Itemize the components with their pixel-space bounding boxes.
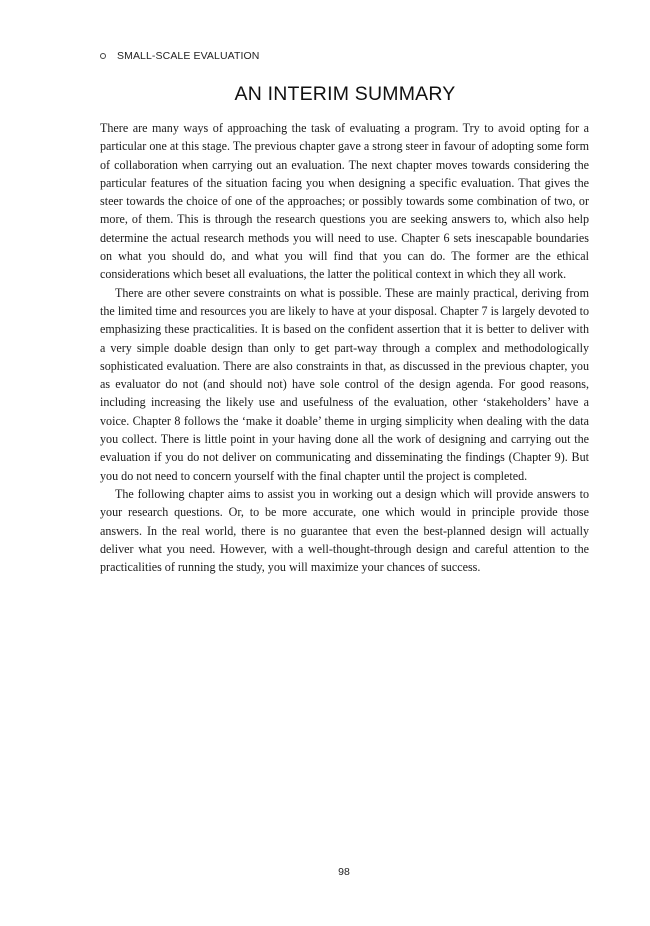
section-title: AN INTERIM SUMMARY [234,83,456,105]
paragraph-2: There are other severe constraints on what is possible. These are mainly practical, deriving from the limited time and resources you are likely to have at your disposal. Chapter 7 is largely devoted to emphasizing these practicalities. It is based on the confident assertion that it is better to deliver with a very simple doable design than only to get part-way through a complex and methodologically sophisticated evaluation. There are also constraints in that, as discussed in the previous chapter, you as evaluator do not (and should not) have sole control of the design agenda. For good reasons, including increasing the likely use and usefulness of the evaluation, other ‘stakeholders’ have a voice. Chapter 8 follows the ‘make it doable’ theme in urging simplicity when dealing with the data you collect. There is little point in your having done all the work of designing and carrying out the evaluation if you do not deliver on communicating and disseminating the findings (Chapter 9). But you do not need to concern yourself with the final chapter until the project is completed. [100,285,589,483]
body-text [100,119,589,576]
running-head-text: SMALL-SCALE EVALUATION [117,50,260,62]
paragraph-1: There are many ways of approaching the task of evaluating a program. Try to avoid opting for a particular one at this stage. The previous chapter gave a strong steer in favour of adopting some form of collaboration when carrying out an evaluation. The next chapter moves towards considering the particular features of the situation facing you when designing a specific evaluation. That gives the steer towards the choice of one of the approaches; or possibly towards some combination of two, or more, of them. This is through the research questions you are seeking answers to, which also help determine the actual research methods you will need to use. Chapter 6 sets inescapable boundaries on what you should do, and what you will find that you can do. The former are the ethical considerations which beset all evaluations, the latter the political context in which they all work. [100,121,589,282]
paragraph-3: The following chapter aims to assist you in working out a design which will provide answers to your research questions. Or, to be more accurate, one which would in principle provide those answers. In the real world, there is no guarantee that even the best-planned design will actually deliver what you need. However, with a well-thought-through design and careful attention to the practicalities of running the study, you will maximize your chances of success. [100,486,589,575]
page-number: 98 [338,866,350,878]
circle-bullet-icon [100,53,106,59]
running-head [100,50,259,62]
